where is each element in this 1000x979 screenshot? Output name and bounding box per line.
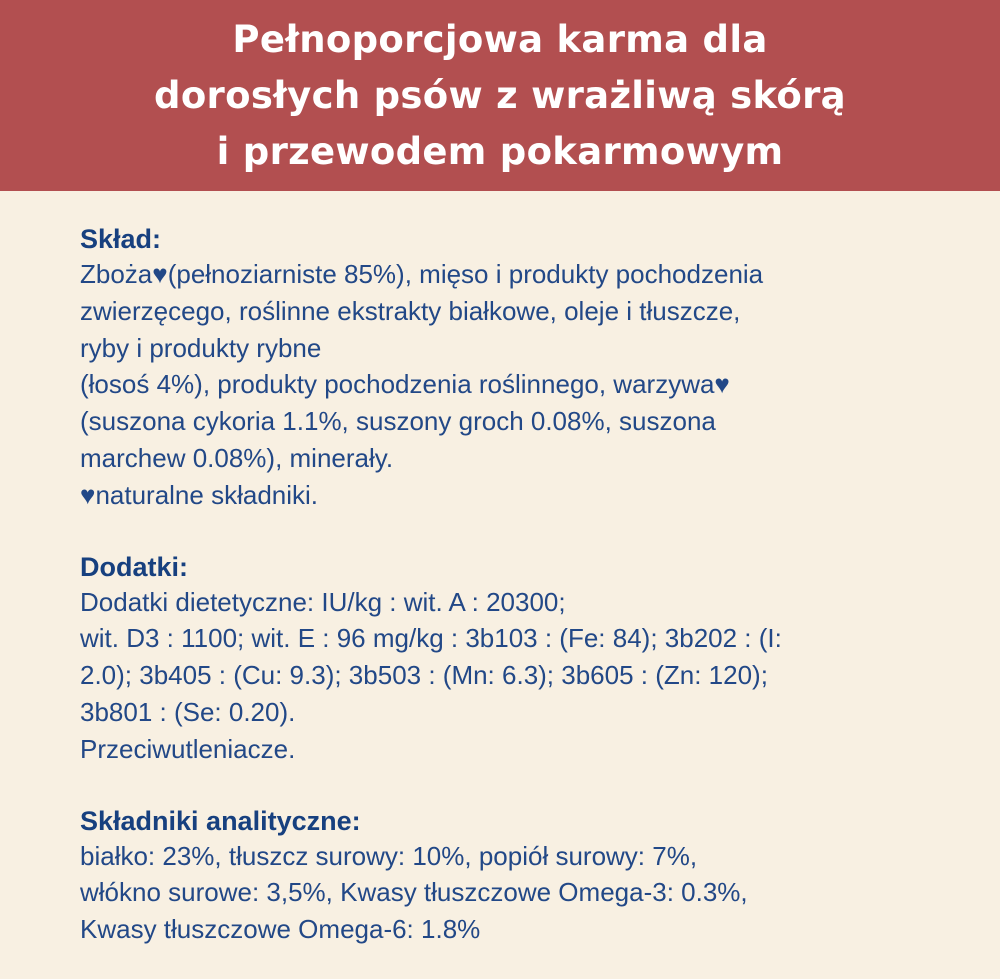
analytical-components-text [80, 838, 960, 948]
analytical-components-line: włókno surowe: 3,5%, Kwasy tłuszczowe Omega-3: 0.3%, [80, 877, 748, 908]
composition-line: (łosoś 4%), produkty pochodzenia roślinnego, warzywa♥ [80, 369, 730, 400]
additives-section [80, 550, 960, 768]
composition-section [80, 222, 960, 514]
product-title-line: Pełnoporcjowa karma dla [232, 17, 768, 61]
composition-line: Zboża♥(pełnoziarniste 85%), mięso i produkty pochodzenia [80, 259, 764, 289]
additives-heading: Dodatki: [80, 551, 188, 582]
product-title-line: i przewodem pokarmowym [216, 129, 784, 173]
composition-line: marchew 0.08%), minerały. [80, 442, 394, 473]
product-title [50, 12, 950, 180]
title-banner [0, 0, 1000, 191]
composition-heading: Skład: [80, 224, 162, 254]
composition-text [80, 256, 960, 514]
additives-line: Dodatki dietetyczne: IU/kg : wit. A : 20300; [80, 586, 566, 617]
analytical-components-line: Kwasy tłuszczowe Omega-6: 1.8% [80, 914, 481, 945]
analytical-components-section [80, 804, 960, 948]
composition-line: zwierzęcego, roślinne ekstrakty białkowe, oleje i tłuszcze, [80, 295, 741, 326]
product-title-line: dorosłych psów z wrażliwą skórą [154, 73, 846, 117]
additives-line: 2.0); 3b405 : (Cu: 9.3); 3b503 : (Mn: 6.3); 3b605 : (Zn: 120); [80, 660, 768, 691]
antioxidants-line: Przeciwutleniacze. [80, 733, 296, 764]
product-information [80, 222, 960, 948]
analytical-components-line: białko: 23%, tłuszcz surowy: 10%, popiół surowy: 7%, [80, 840, 698, 871]
additives-line: 3b801 : (Se: 0.20). [80, 696, 296, 727]
analytical-components-heading: Składniki analityczne: [80, 805, 361, 836]
additives-line: wit. D3 : 1100; wit. E : 96 mg/kg : 3b103 : (Fe: 84); 3b202 : (I: [80, 623, 782, 654]
additives-text [80, 584, 960, 768]
composition-line: (suszona cykoria 1.1%, suszony groch 0.08%, suszona [80, 406, 716, 437]
composition-line: ryby i produkty rybne [80, 332, 322, 363]
natural-ingredients-note: ♥naturalne składniki. [80, 479, 319, 510]
